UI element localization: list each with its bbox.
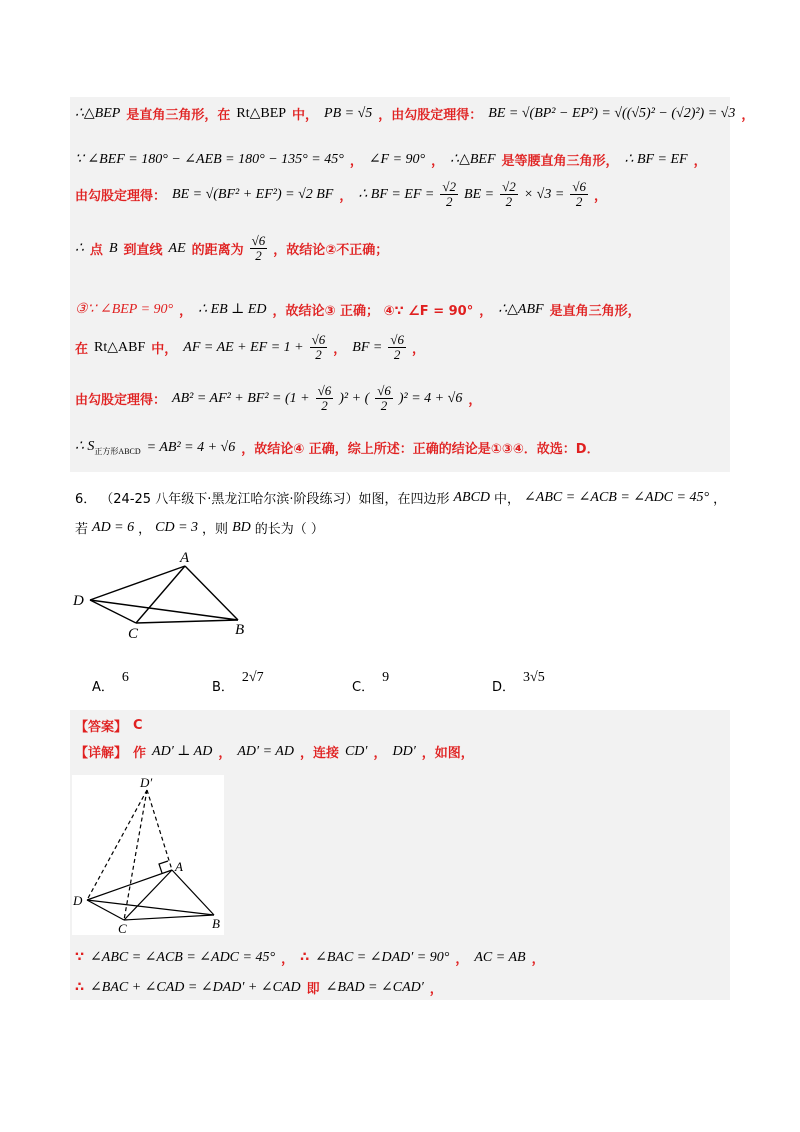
numerator: √2 (442, 179, 457, 194)
math-expr: CD = 3 (155, 519, 199, 535)
segment-ab (185, 566, 238, 620)
math-expr: CD′ (344, 743, 368, 759)
option-label: D． (492, 680, 516, 695)
text: ， (218, 746, 232, 761)
numerator: √6 (251, 233, 266, 248)
math-expr: = AB² = 4 + √6 (146, 439, 236, 455)
math-expr: ∠ABC = ∠ACB = ∠ADC = 45° (90, 950, 276, 965)
fraction (570, 180, 588, 210)
math-expr: DD′ (392, 743, 416, 759)
math-expr: )² + ( (339, 390, 370, 406)
question-source: （24-25 八年级下·黑龙江哈尔滨·阶段练习）如图，在四边形 (100, 492, 450, 507)
math-expr: ∴△ABF (498, 302, 544, 317)
text: ， (531, 952, 545, 967)
text: 由勾股定理得： (75, 393, 167, 409)
fraction (310, 333, 328, 363)
segment-db (90, 600, 238, 620)
option-label: A． (92, 680, 114, 695)
option-value: 9 (382, 670, 390, 685)
detail-line-4 (75, 978, 443, 997)
segment-ab (172, 870, 214, 915)
text: 中， (151, 342, 178, 358)
numerator: √6 (311, 332, 326, 347)
text: ，则 (202, 522, 229, 537)
numerator: √2 (502, 179, 516, 194)
math-expr: Rt△BEP (236, 106, 287, 121)
denominator: 2 (575, 194, 583, 210)
text: 是直角三角形， (549, 304, 641, 319)
math-expr: ∴ EB ⊥ ED (198, 302, 267, 317)
text: 点 (89, 243, 103, 259)
fraction (440, 180, 458, 210)
label-d: D (73, 893, 83, 908)
denominator: 2 (380, 398, 388, 414)
math-expr: AE (168, 240, 186, 256)
denominator: 2 (321, 398, 328, 414)
dashed-dprime-d (87, 790, 147, 900)
math-expr: AF = AE + EF = 1 + (183, 339, 304, 355)
text: 中， (292, 108, 319, 123)
text: ， (333, 342, 347, 358)
detail-line-3 (75, 948, 545, 967)
segment-bc (124, 915, 214, 920)
fraction (500, 180, 518, 210)
solution-line-4 (75, 234, 388, 264)
segment-cd (87, 900, 124, 920)
text: ， (339, 189, 353, 205)
area-symbol: ∴ S (75, 439, 95, 455)
math-expr: ∴△BEP (75, 106, 121, 121)
text: ， (693, 154, 707, 169)
solution-line-2 (75, 150, 707, 169)
math-expr: ∠F = 90° (368, 152, 426, 167)
math-expr: ∠BAC + ∠CAD = ∠DAD′ + ∠CAD (90, 980, 301, 995)
text: ， (429, 982, 443, 997)
option-c[interactable] (352, 670, 390, 696)
text: 中， (494, 492, 521, 507)
text: 到直线 (123, 243, 163, 259)
option-label: C． (352, 680, 375, 695)
therefore-symbol: ∴ (75, 980, 85, 995)
math-expr: ∴ (75, 241, 84, 257)
denominator: 2 (445, 194, 453, 210)
question-figure (70, 550, 270, 645)
label-d: D (73, 593, 84, 609)
math-expr: ∠ABC = ∠ACB = ∠ADC = 45° (524, 490, 710, 505)
math-expr: AC = AB (474, 949, 526, 965)
answer-tag: 【答案】 (75, 720, 128, 735)
option-label: B． (212, 680, 234, 695)
text: ， (713, 492, 727, 507)
text: ， (179, 304, 193, 319)
text: ， (479, 304, 493, 319)
therefore-symbol: ∴ (300, 950, 310, 965)
answer-value: C (133, 718, 143, 733)
solution-line-1 (75, 104, 754, 123)
math-expr: ∴ BF = EF = (358, 187, 435, 203)
math-expr: )² = 4 + √6 (398, 390, 463, 406)
denominator: 2 (393, 347, 401, 363)
fraction (375, 384, 393, 414)
option-value: 2√7 (241, 670, 264, 685)
label-b: B (212, 916, 220, 931)
math-expr: PB = √5 (324, 105, 373, 121)
segment-db (87, 900, 214, 915)
text: ，连接 (299, 746, 339, 761)
area-subscript: 正方形ABCD (94, 446, 141, 456)
math-expr: ABCD (453, 489, 491, 505)
label-b: B (235, 622, 245, 638)
text: ，故结论②不正确； (273, 243, 389, 259)
text: 在 (75, 342, 89, 358)
text: ， (431, 154, 445, 169)
math-expr: BD (232, 519, 251, 535)
option-value: 3√5 (523, 670, 545, 685)
math-expr (75, 438, 141, 457)
text: ， (281, 952, 295, 967)
because-symbol: ∵ (75, 950, 85, 965)
text: ，故结论④ 正确，综上所述：正确的结论是①③④．故选：D． (241, 442, 600, 457)
option-d[interactable] (492, 670, 545, 696)
segment-ac (124, 870, 172, 920)
math-expr: ∴△BEF (450, 152, 496, 167)
fraction (250, 234, 268, 264)
label-a: A (180, 550, 190, 566)
detail-tag: 【详解】 (75, 746, 128, 761)
numerator: √6 (377, 383, 391, 398)
question-number: 6． (75, 492, 97, 507)
denominator: 2 (315, 347, 322, 363)
math-expr: Rt△ABF (94, 340, 146, 356)
detail-figure (72, 775, 224, 935)
solution-line-7 (75, 384, 481, 414)
solution-line-3 (75, 180, 607, 210)
text: ， (138, 522, 152, 537)
text: 的长为（ ） (254, 522, 324, 537)
numerator: √6 (572, 179, 586, 194)
text: 是直角三角形，在 (126, 108, 231, 123)
question-line-2 (75, 518, 324, 537)
text: 若 (75, 522, 89, 537)
text: ，故结论③ 正确； ④∵ ∠F = 90° (272, 304, 474, 319)
label-dprime: D′ (140, 775, 153, 790)
math-expr: × √3 = (523, 186, 565, 202)
option-a[interactable] (92, 670, 129, 696)
math-expr: AD = 6 (92, 519, 135, 535)
detail-line-1 (75, 742, 474, 761)
segment-da (87, 870, 172, 900)
math-expr: BE = √(BF² + EF²) = √2 BF (172, 186, 334, 202)
math-expr: B (108, 240, 118, 256)
numerator: √6 (390, 332, 404, 347)
text: ， (373, 746, 387, 761)
math-expr: ∠BAC = ∠DAD′ = 90° (315, 950, 450, 965)
text: ，如图， (421, 746, 474, 761)
solution-line-8 (75, 438, 600, 457)
question-line-1 (75, 488, 726, 507)
denominator: 2 (255, 248, 262, 264)
math-expr: AD′ ⊥ AD (152, 744, 213, 759)
answer-line (75, 716, 143, 735)
label-c: C (128, 626, 139, 642)
math-expr: ∠BAD = ∠CAD′ (325, 980, 424, 995)
math-expr: BE = (464, 186, 495, 202)
numerator: √6 (317, 383, 332, 398)
math-expr: ③∵ ∠BEP = 90° (75, 302, 174, 317)
text: ， (741, 108, 755, 123)
label-c: C (118, 921, 127, 935)
label-a: A (175, 859, 183, 874)
dashed-dprime-a (147, 790, 172, 870)
solution-line-6 (75, 333, 425, 363)
option-value: 6 (121, 670, 129, 685)
segment-bc (136, 620, 238, 623)
math-expr: ∴ BF = EF (624, 152, 688, 167)
denominator: 2 (505, 194, 513, 210)
math-expr: ∵ ∠BEF = 180° − ∠AEB = 180° − 135° = 45° (75, 152, 344, 167)
text: ， (349, 154, 363, 169)
text: ，由勾股定理得： (378, 108, 483, 123)
text: 是等腰直角三角形， (501, 154, 619, 169)
text: ， (593, 189, 607, 205)
text: ， (411, 342, 425, 358)
text: 即 (306, 982, 320, 997)
fraction (316, 384, 334, 414)
right-angle-mark (159, 861, 168, 873)
math-expr: AD′ = AD (237, 743, 294, 759)
text: ， (455, 952, 469, 967)
text: 的距离为 (191, 243, 244, 259)
text: 作 (133, 746, 147, 761)
text: 由勾股定理得： (75, 189, 167, 205)
math-expr: BE = √(BP² − EP²) = √((√5)² − (√2)²) = √3 (488, 105, 736, 121)
option-b[interactable] (212, 670, 264, 696)
math-expr: AB² = AF² + BF² = (1 + (172, 390, 310, 406)
text: ， (468, 393, 482, 409)
fraction (388, 333, 406, 363)
solution-line-5 (75, 300, 641, 319)
math-expr: BF = (352, 339, 383, 355)
